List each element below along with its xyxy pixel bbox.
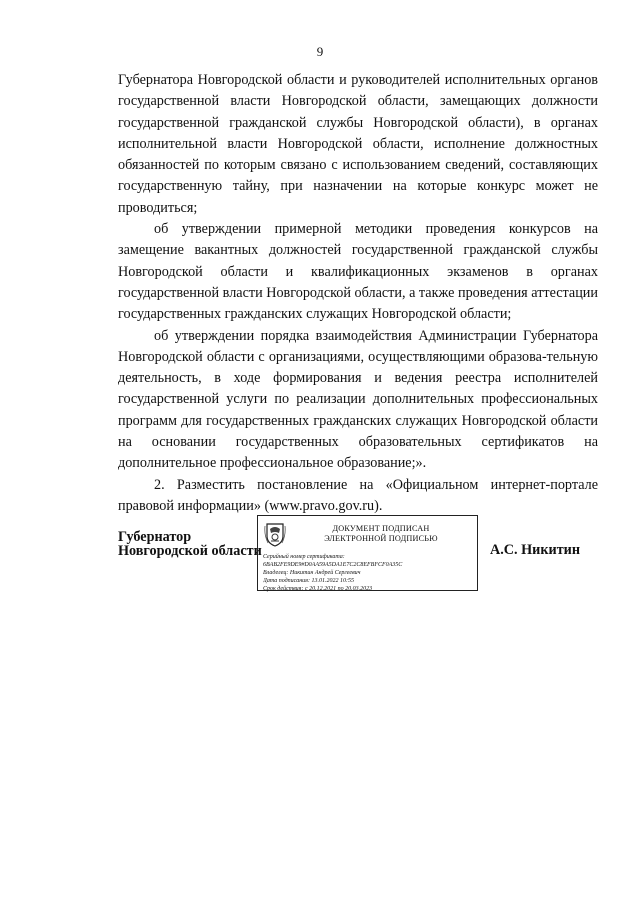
- signatory-title-line2: Новгородской области: [118, 543, 262, 559]
- paragraph-methodology: об утверждении примерной методики проведения конкурсов на замещение вакантных должностей государственной гражданской службы Новгородской области и квалификационных экзаменов в органах государственной власти Новгородской области, а также проведения аттестации государственных гражданских служащих Новгородской области;: [118, 221, 598, 323]
- stamp-header-line1: ДОКУМЕНТ ПОДПИСАН: [332, 524, 430, 533]
- electronic-signature-stamp: [257, 515, 478, 591]
- stamp-header: [288, 524, 474, 544]
- stamp-cert-label: Серийный номер сертификата:: [263, 554, 345, 560]
- stamp-validity: Срок действия: с 20.12.2021 по 20.03.2023: [263, 586, 373, 592]
- coat-of-arms-icon: [264, 521, 286, 547]
- paragraph-interaction-order: об утверждении порядка взаимодействия Администрации Губернатора Новгородской области с организациями, осуществляющими образова-тельную деятельность, в ходе формирования и ведения реестра исполнителей государственной услуги по реализации дополнительных профессиональных программ для государственных гражданских служащих Новгородской области на основании государственных образовательных сертификатов на дополнительное профессиональное образование;».: [118, 327, 598, 472]
- stamp-signed-date: Дата подписания: 13.01.2022 10:55: [263, 578, 354, 584]
- signatory-name: А.С. Никитин: [490, 542, 581, 558]
- paragraph-publication: 2. Разместить постановление на «Официальном интернет-портале правовой информации» (www.pravo.gov.ru).: [118, 476, 598, 514]
- stamp-details: [263, 553, 475, 593]
- signatory-title-line1: Губернатор: [118, 529, 192, 545]
- document-body: [118, 70, 598, 517]
- stamp-owner: Владелец: Никитин Андрей Сергеевич: [263, 570, 361, 576]
- stamp-header-line2: ЭЛЕКТРОННОЙ ПОДПИСЬЮ: [324, 534, 438, 543]
- stamp-cert-number: 6BAB2FE9DE9#D0AA59A5DA1E7C2C8EFBFCF0A35C: [263, 562, 403, 568]
- page-number: 9: [316, 44, 324, 59]
- signature-block: [118, 510, 598, 610]
- paragraph-continuation: Губернатора Новгородской области и руководителей исполнительных органов государственной власти Новгородской области, замещающих должности государственной гражданской службы Новгородской области), в органах исполнительной власти Новгородской области, исполнение должностных обязанностей по которым связано с использованием сведений, составляющих государственную тайну, при назначении на которые конкурс может не проводиться;: [118, 72, 598, 216]
- signatory-title: [118, 530, 262, 558]
